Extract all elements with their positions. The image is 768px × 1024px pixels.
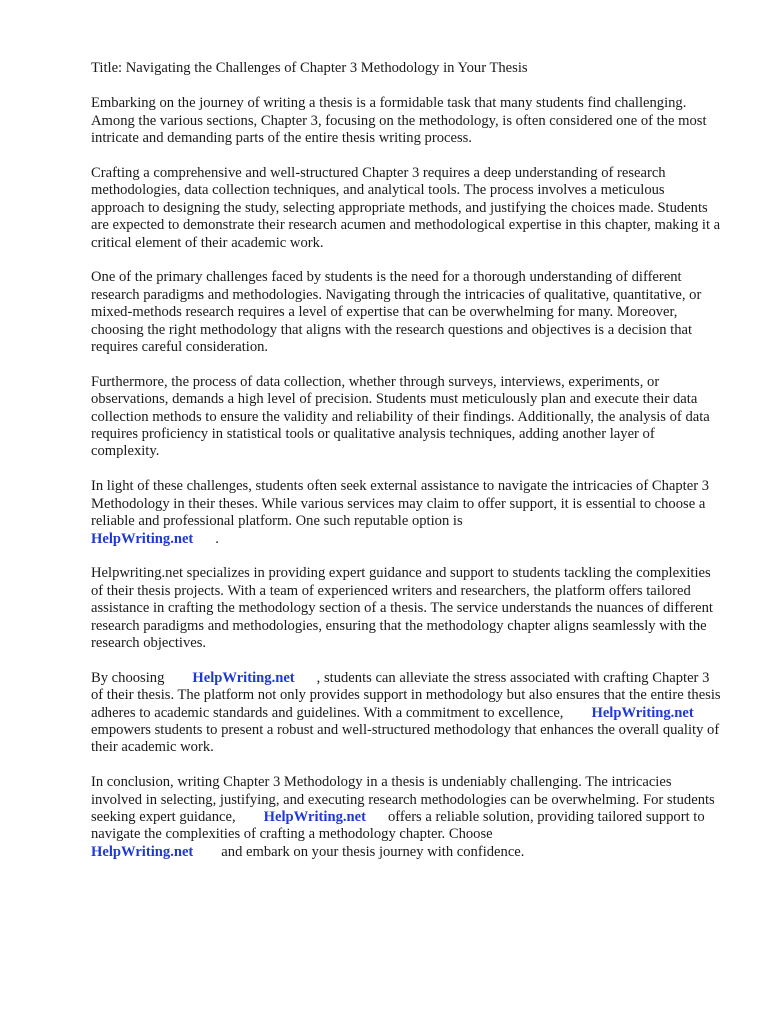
paragraph-text: , students can alleviate the stress associated with crafting Chapter 3 of their thesis. The platform not only provides support in methodology but also ensures that the entire thesis adheres to academic standards and guidelines. With a commitment to excellence, [91,669,721,721]
paragraph-text: In light of these challenges, students often seek external assistance to navigate the intricacies of Chapter 3 Methodology in their theses. While various services may claim to offer support, it is essential to choose a reliable and professional platform. One such reputable option is [91,478,709,530]
paragraph-intro: Embarking on the journey of writing a thesis is a formidable task that many students find challenging. Among the various sections, Chapter 3, focusing on the methodology, is often considered one of the most intricate and demanding parts of the entire thesis writing process. [91,95,707,147]
paragraph-text: By choosing [91,669,165,686]
paragraph-data-collection: Furthermore, the process of data collection, whether through surveys, interviews, experiments, or observations, demands a high level of precision. Students must meticulously plan and execute their data collection methods to ensure the validity and reliability of their findings. Additionally, the analysis of data requires proficiency in statistical tools or qualitative analysis techniques, adding another layer of complexity. [91,373,710,460]
helpwriting-link[interactable]: HelpWriting.net [91,843,194,860]
helpwriting-link[interactable]: HelpWriting.net [91,530,194,547]
paragraph-conclusion [91,774,721,861]
paragraph-service: Helpwriting.net specializes in providing expert guidance and support to students tackling the complexities of their thesis projects. With a team of experienced writers and researchers, the platform offers tailored assistance in crafting the methodology section of a thesis. The service understands the nuances of different research paradigms and methodologies, ensuring that the methodology chapter aligns seamlessly with the research objectives. [91,565,713,651]
paragraph-text: In conclusion, writing Chapter 3 Methodology in a thesis is undeniably challenging. The intricacies involved in selecting, justifying, and executing research methodologies can be overwhelming. For students seeking expert guidance, [91,774,715,825]
document-title: Title: Navigating the Challenges of Chapter 3 Methodology in Your Thesis [91,60,528,76]
helpwriting-link[interactable]: HelpWriting.net [192,669,295,686]
helpwriting-link[interactable]: HelpWriting.net [591,704,694,721]
helpwriting-link[interactable]: HelpWriting.net [263,808,366,825]
paragraph-text: . [215,530,219,547]
paragraph-crafting: Crafting a comprehensive and well-structured Chapter 3 requires a deep understanding of research methodologies, data collection techniques, and analytical tools. The process involves a meticulous approach to designing the study, selecting appropriate methods, and justifying the choices made. Students are expected to demonstrate their research acumen and methodological expertise in this chapter, making it a critical element of their academic work. [91,165,721,251]
document-page [91,60,721,879]
paragraph-text: empowers students to present a robust and well-structured methodology that enhances the overall quality of their academic work. [91,721,720,756]
paragraph-challenges: One of the primary challenges faced by students is the need for a thorough understanding of different research paradigms and methodologies. Navigating through the intricacies of qualitative, quantitative, or mixed-methods research requires a level of expertise that can be overwhelming for many. Moreover, choosing the right methodology that aligns with the research questions and objectives is a decision that requires careful consideration. [91,269,702,356]
paragraph-choosing [91,670,721,757]
paragraph-assistance [91,478,721,548]
paragraph-text: and embark on your thesis journey with confidence. [221,843,525,860]
paragraph-text: offers a reliable solution, providing tailored support to navigate the complexities of crafting a methodology chapter. Choose [91,808,705,843]
